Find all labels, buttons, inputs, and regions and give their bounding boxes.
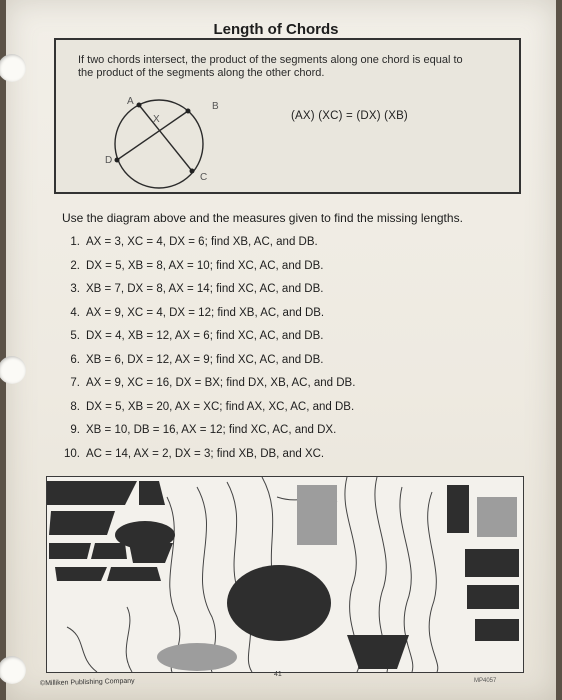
dark-shape bbox=[49, 543, 91, 559]
label-a: A bbox=[127, 96, 134, 107]
publisher-credit: ©Milliken Publishing Company bbox=[39, 677, 135, 688]
problem-item bbox=[64, 236, 355, 260]
dark-shape bbox=[107, 567, 161, 581]
dark-shape bbox=[55, 567, 107, 581]
chord-diagram bbox=[104, 88, 244, 198]
binder-hole bbox=[0, 54, 26, 82]
problem-number: 3. bbox=[70, 283, 80, 295]
dark-shape bbox=[47, 481, 137, 505]
problem-item bbox=[64, 307, 355, 331]
problem-number: 9. bbox=[70, 424, 80, 436]
label-b: B bbox=[212, 101, 219, 112]
page-title: Length of Chords bbox=[213, 21, 339, 38]
problem-number: 10. bbox=[64, 447, 80, 460]
dark-block bbox=[447, 485, 469, 533]
wavy-line bbox=[67, 627, 97, 672]
gray-block bbox=[477, 497, 517, 537]
problem-text: DX = 5, XB = 8, AX = 10; find XC, AC, and DB. bbox=[86, 259, 324, 272]
problem-text: AX = 3, XC = 4, DX = 6; find XB, AC, and DB. bbox=[86, 236, 318, 248]
problem-text: XB = 6, DX = 12, AX = 9; find XC, AC, and DB. bbox=[86, 353, 324, 366]
problem-item bbox=[64, 283, 355, 307]
dark-shape bbox=[91, 543, 127, 559]
wavy-line bbox=[428, 492, 438, 672]
gray-oval bbox=[157, 643, 237, 671]
problem-number: 1. bbox=[70, 236, 80, 248]
dark-shape bbox=[129, 543, 173, 563]
label-x: X bbox=[153, 114, 160, 125]
theorem-text: If two chords intersect, the product of the segments along one chord is equal to the product of the segments along the other chord. bbox=[78, 54, 463, 79]
point-b bbox=[186, 109, 191, 114]
gray-block bbox=[297, 485, 337, 545]
point-d bbox=[115, 158, 120, 163]
dark-shape bbox=[49, 511, 115, 535]
problem-text: DX = 5, XB = 20, AX = XC; find AX, XC, AC, and DB. bbox=[86, 400, 355, 413]
binder-hole bbox=[0, 656, 26, 684]
problem-text: XB = 7, DX = 8, AX = 14; find XC, AC, and DB. bbox=[86, 283, 324, 295]
dark-shape bbox=[347, 635, 409, 669]
problem-number: 5. bbox=[70, 330, 80, 342]
problem-item bbox=[64, 448, 355, 472]
problem-text: AX = 9, XC = 16, DX = BX; find DX, XB, AC, and DB. bbox=[86, 377, 356, 389]
label-c: C bbox=[200, 172, 208, 183]
problem-text: XB = 10, DB = 16, AX = 12; find XC, AC, and DX. bbox=[86, 424, 337, 436]
product-code: MP4057 bbox=[474, 678, 497, 684]
wavy-line bbox=[126, 607, 132, 672]
color-puzzle-picture bbox=[46, 476, 524, 673]
problem-number: 2. bbox=[70, 259, 80, 272]
problem-list bbox=[64, 236, 355, 471]
page-number: 41 bbox=[274, 671, 282, 678]
problem-item bbox=[64, 330, 355, 354]
instructions-text: Use the diagram above and the measures given to find the missing lengths. bbox=[62, 211, 463, 225]
dark-shape bbox=[139, 481, 165, 505]
chord-formula: (AX) (XC) = (DX) (XB) bbox=[291, 110, 408, 122]
dark-block bbox=[465, 549, 519, 577]
problem-text: AX = 9, XC = 4, DX = 12; find XB, AC, and DB. bbox=[86, 306, 325, 319]
dark-oval bbox=[227, 565, 331, 641]
theorem-box bbox=[54, 38, 521, 194]
problem-item bbox=[64, 401, 355, 425]
dark-block bbox=[467, 585, 519, 609]
problem-item bbox=[64, 424, 355, 448]
problem-number: 6. bbox=[70, 353, 80, 366]
problem-text: DX = 4, XB = 12, AX = 6; find XC, AC, and DB. bbox=[86, 330, 324, 342]
puzzle-art bbox=[47, 477, 523, 672]
binder-hole bbox=[0, 356, 26, 384]
problem-item bbox=[64, 354, 355, 378]
point-a bbox=[137, 103, 142, 108]
worksheet-page bbox=[6, 0, 556, 700]
problem-number: 8. bbox=[70, 400, 80, 413]
chord-ac bbox=[139, 105, 192, 171]
label-d: D bbox=[105, 155, 113, 166]
problem-number: 7. bbox=[70, 377, 80, 389]
problem-item bbox=[64, 377, 355, 401]
problem-item bbox=[64, 260, 355, 284]
problem-text: AC = 14, AX = 2, DX = 3; find XB, DB, and XC. bbox=[86, 447, 325, 460]
problem-number: 4. bbox=[70, 306, 80, 319]
dark-block bbox=[475, 619, 519, 641]
point-c bbox=[190, 169, 195, 174]
